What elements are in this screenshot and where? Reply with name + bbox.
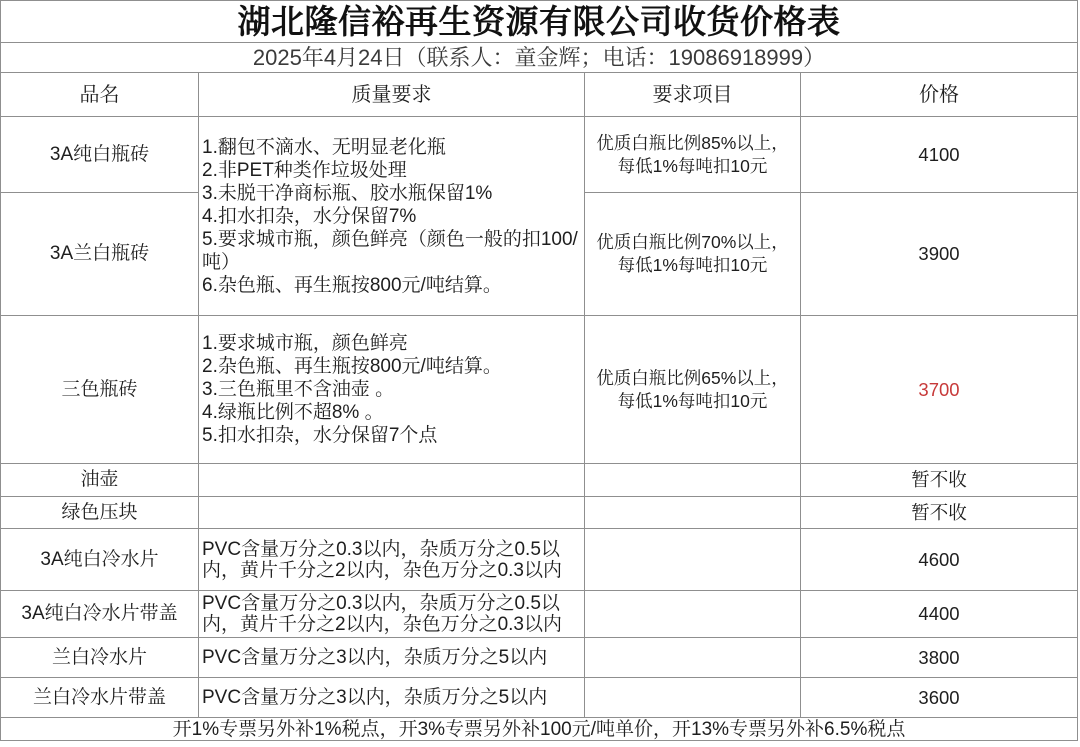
empty-cell [585,591,801,638]
table-row [1,497,1078,529]
quality-item: 1.要求城市瓶，颜色鲜亮 [202,333,408,354]
quality-requirements [199,117,585,316]
table-row [1,591,1078,638]
requirement-line: 每低1%每吨扣10元 [617,255,768,275]
table-row [1,678,1078,718]
requirement-cell [585,117,801,193]
table-row [1,638,1078,678]
product-name: 兰白冷水片 [1,638,199,678]
requirement-cell [585,193,801,316]
product-name: 油壶 [1,464,199,497]
price-value: 暂不收 [801,464,1078,497]
product-name: 三色瓶砖 [1,316,199,464]
quality-item: 4.绿瓶比例不超8% 。 [202,402,384,423]
price-value: 3900 [801,193,1078,316]
quality-requirement-text: PVC含量万分之0.3以内，杂质万分之0.5以内，黄片千分之2以内，杂色万分之0.3以内 [199,529,585,591]
table-row [1,117,1078,193]
sheet-title: 湖北隆信裕再生资源有限公司收货价格表 [1,1,1078,43]
price-value: 4400 [801,591,1078,638]
price-value: 4100 [801,117,1078,193]
quality-item: 1.翻包不滴水、无明显老化瓶 [202,136,446,158]
requirement-line: 优质白瓶比例85%以上， [596,132,789,153]
requirement-line: 每低1%每吨扣10元 [617,155,768,176]
empty-cell [585,497,801,529]
quality-item: 2.非PET种类作垃圾处理 [202,159,407,181]
quality-item: 5.扣水扣杂，水分保留7个点 [202,425,438,446]
price-value: 4600 [801,529,1078,591]
quality-requirements [199,316,585,464]
product-name: 兰白冷水片带盖 [1,678,199,718]
quality-item: 4.扣水扣杂，水分保留7% [202,205,417,227]
quality-item: 5.要求城市瓶，颜色鲜亮（颜色一般的扣100/吨） [202,228,578,273]
column-header-quality: 质量要求 [199,73,585,117]
empty-cell [585,464,801,497]
price-value-highlighted: 3700 [801,316,1078,464]
table-row [1,464,1078,497]
price-value: 3600 [801,678,1078,718]
table-row [1,529,1078,591]
empty-cell [585,529,801,591]
quality-requirement-text: PVC含量万分之3以内，杂质万分之5以内 [199,678,585,718]
column-header-name: 品名 [1,73,199,117]
column-header-price: 价格 [801,73,1078,117]
empty-cell [585,678,801,718]
quality-item: 3.未脱干净商标瓶、胶水瓶保留1% [202,182,493,204]
product-name: 3A纯白瓶砖 [1,117,199,193]
quality-item: 2.杂色瓶、再生瓶按800元/吨结算。 [202,356,502,377]
quality-item: 6.杂色瓶、再生瓶按800元/吨结算。 [202,274,502,296]
footer-row [1,718,1078,741]
product-name: 绿色压块 [1,497,199,529]
requirement-line: 每低1%每吨扣10元 [617,390,768,411]
empty-cell [199,497,585,529]
quality-item: 3.三色瓶里不含油壶 。 [202,379,395,400]
product-name: 3A纯白冷水片带盖 [1,591,199,638]
product-name: 3A兰白瓶砖 [1,193,199,316]
requirement-line: 优质白瓶比例70%以上， [596,232,789,252]
price-value: 暂不收 [801,497,1078,529]
requirement-line: 优质白瓶比例65%以上， [596,367,789,388]
price-value: 3800 [801,638,1078,678]
subtitle-row [1,43,1078,73]
empty-cell [585,638,801,678]
empty-cell [199,464,585,497]
requirement-cell [585,316,801,464]
header-row [1,73,1078,117]
quality-requirement-text: PVC含量万分之3以内，杂质万分之5以内 [199,638,585,678]
invoice-note: 开1%专票另外补1%税点，开3%专票另外补100元/吨单价，开13%专票另外补6.5%税点 [1,718,1078,741]
table-row [1,316,1078,464]
title-row [1,1,1078,43]
column-header-requirement: 要求项目 [585,73,801,117]
date-contact-line: 2025年4月24日（联系人：童金辉；电话：19086918999） [1,43,1078,73]
product-name: 3A纯白冷水片 [1,529,199,591]
quality-requirement-text: PVC含量万分之0.3以内，杂质万分之0.5以内，黄片千分之2以内，杂色万分之0.3以内 [199,591,585,638]
